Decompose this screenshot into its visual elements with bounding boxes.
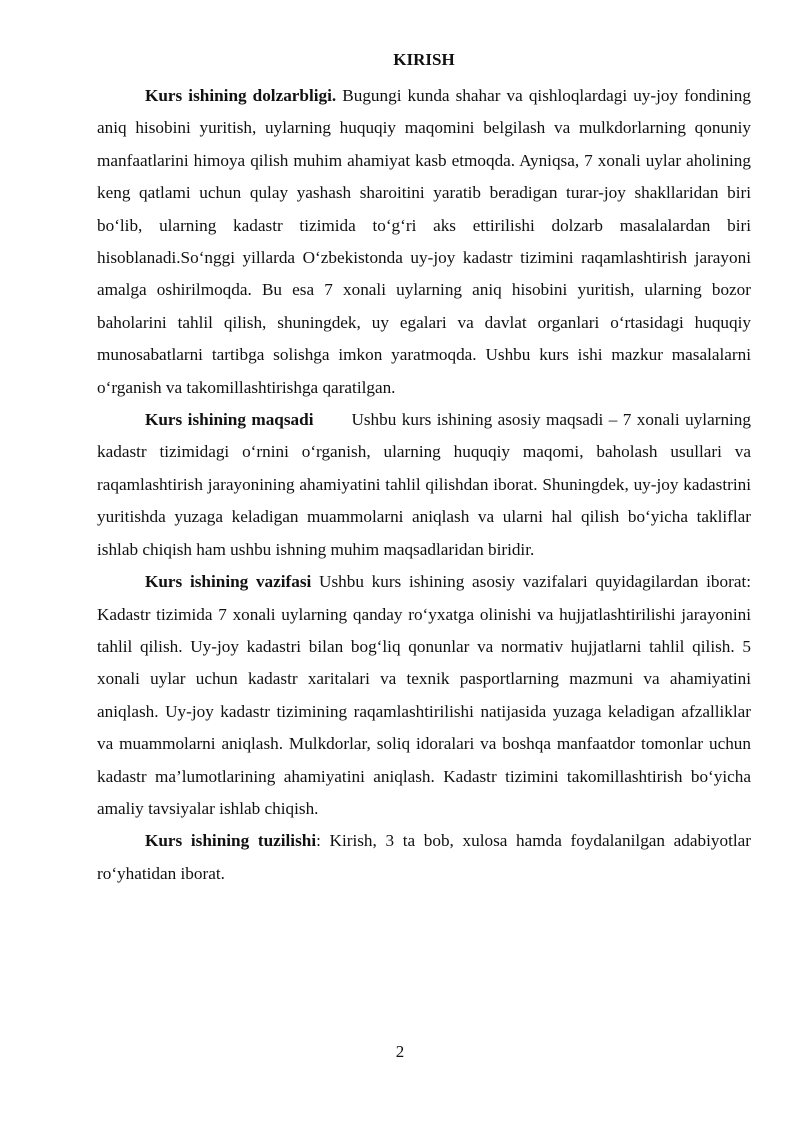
paragraph-goal xyxy=(97,404,751,566)
paragraph-heading-relevance: Kurs ishining dolzarbligi. xyxy=(145,86,337,105)
paragraph-text-structure: : Kirish, 3 ta bob, xulosa hamda foydalanilgan adabiyotlar ro‘yhatidan iborat. xyxy=(97,831,751,883)
page-number: 2 xyxy=(395,1042,405,1061)
paragraph-heading-structure: Kurs ishining tuzilishi xyxy=(145,831,317,851)
paragraph-text-tasks: Ushbu kurs ishining asosiy vazifalari quyidagilardan iborat: Kadastr tizimida 7 xonali uylarning qanday ro‘yxatga olinishi va hujjatlashtirilishi jarayonini tahlil qilish. Uy-joy kadastri bilan bog‘liq qonunlar va normativ hujjatlarni tahlil qilish. 5 xonali uylar uchun kadastr xaritalari va texnik pasportlarning mazmuni va ahamiyatini aniqlash. Uy-joy kadastr tizimining raqamlashtirilishi natijasida yuzaga keladigan afzalliklar va muammolarni aniqlash. Mulkdorlar, soliq idoralari va boshqa manfaatdor tomonlar uchun kadastr ma’lumotlarining ahamiyatini aniqlash. Kadastr tizimini takomillashtirish bo‘yicha amaliy tavsiyalar ishlab chiqish. xyxy=(97,572,751,818)
paragraph-text-relevance: Bugungi kunda shahar va qishloqlardagi uy-joy fondining aniq hisobini yuritish, uylarning huquqiy maqomini belgilash va mulkdorlarning qonuniy manfaatlarini himoya qilish muhim ahamiyat kasb etmoqda. Ayniqsa, 7 xonali uylar aholining keng qatlami uchun qulay yashash sharoitini yaratib beradigan turar-joy shakllaridan biri bo‘lib, ularning kadastr tizimida to‘g‘ri aks ettirilishi dolzarb masalalardan biri hisoblanadi.So‘nggi yillarda O‘zbekistonda uy-joy kadastr tizimini raqamlashtirish jarayoni amalga oshirilmoqda. Bu esa 7 xonali uylarning aniq hisobini yuritish, ularning bozor baholarini tahlil qilish, shuningdek, uy egalari va davlat organlari o‘rtasidagi huquqiy munosabatlarni tartibga solishga imkon yaratmoqda. Ushbu kurs ishi mazkur masalalarni o‘rganish va takomillashtirishga qaratilgan. xyxy=(97,86,751,397)
paragraph-tasks xyxy=(97,566,751,825)
paragraph-heading-goal: Kurs ishining maqsadi xyxy=(145,410,314,430)
paragraph-relevance xyxy=(97,80,751,404)
paragraph-structure xyxy=(97,825,751,890)
document-page xyxy=(97,48,751,890)
paragraph-text-goal: Ushbu kurs ishining asosiy maqsadi – 7 xonali uylarning kadastr tizimidagi o‘rnini o‘rganish, ularning huquqiy maqomi, baholash usullari va raqamlashtirish jarayonining ahamiyatini tahlil qilishdan iborat. Shuningdek, uy-joy kadastrini yuritishda yuzaga keladigan muammolarni aniqlash va ularni hal qilish bo‘yicha takliflar ishlab chiqish ham ushbu ishning muhim maqsadlaridan biridir. xyxy=(97,410,751,559)
section-title: KIRISH xyxy=(393,50,455,69)
paragraph-heading-tasks: Kurs ishining vazifasi xyxy=(145,572,312,592)
